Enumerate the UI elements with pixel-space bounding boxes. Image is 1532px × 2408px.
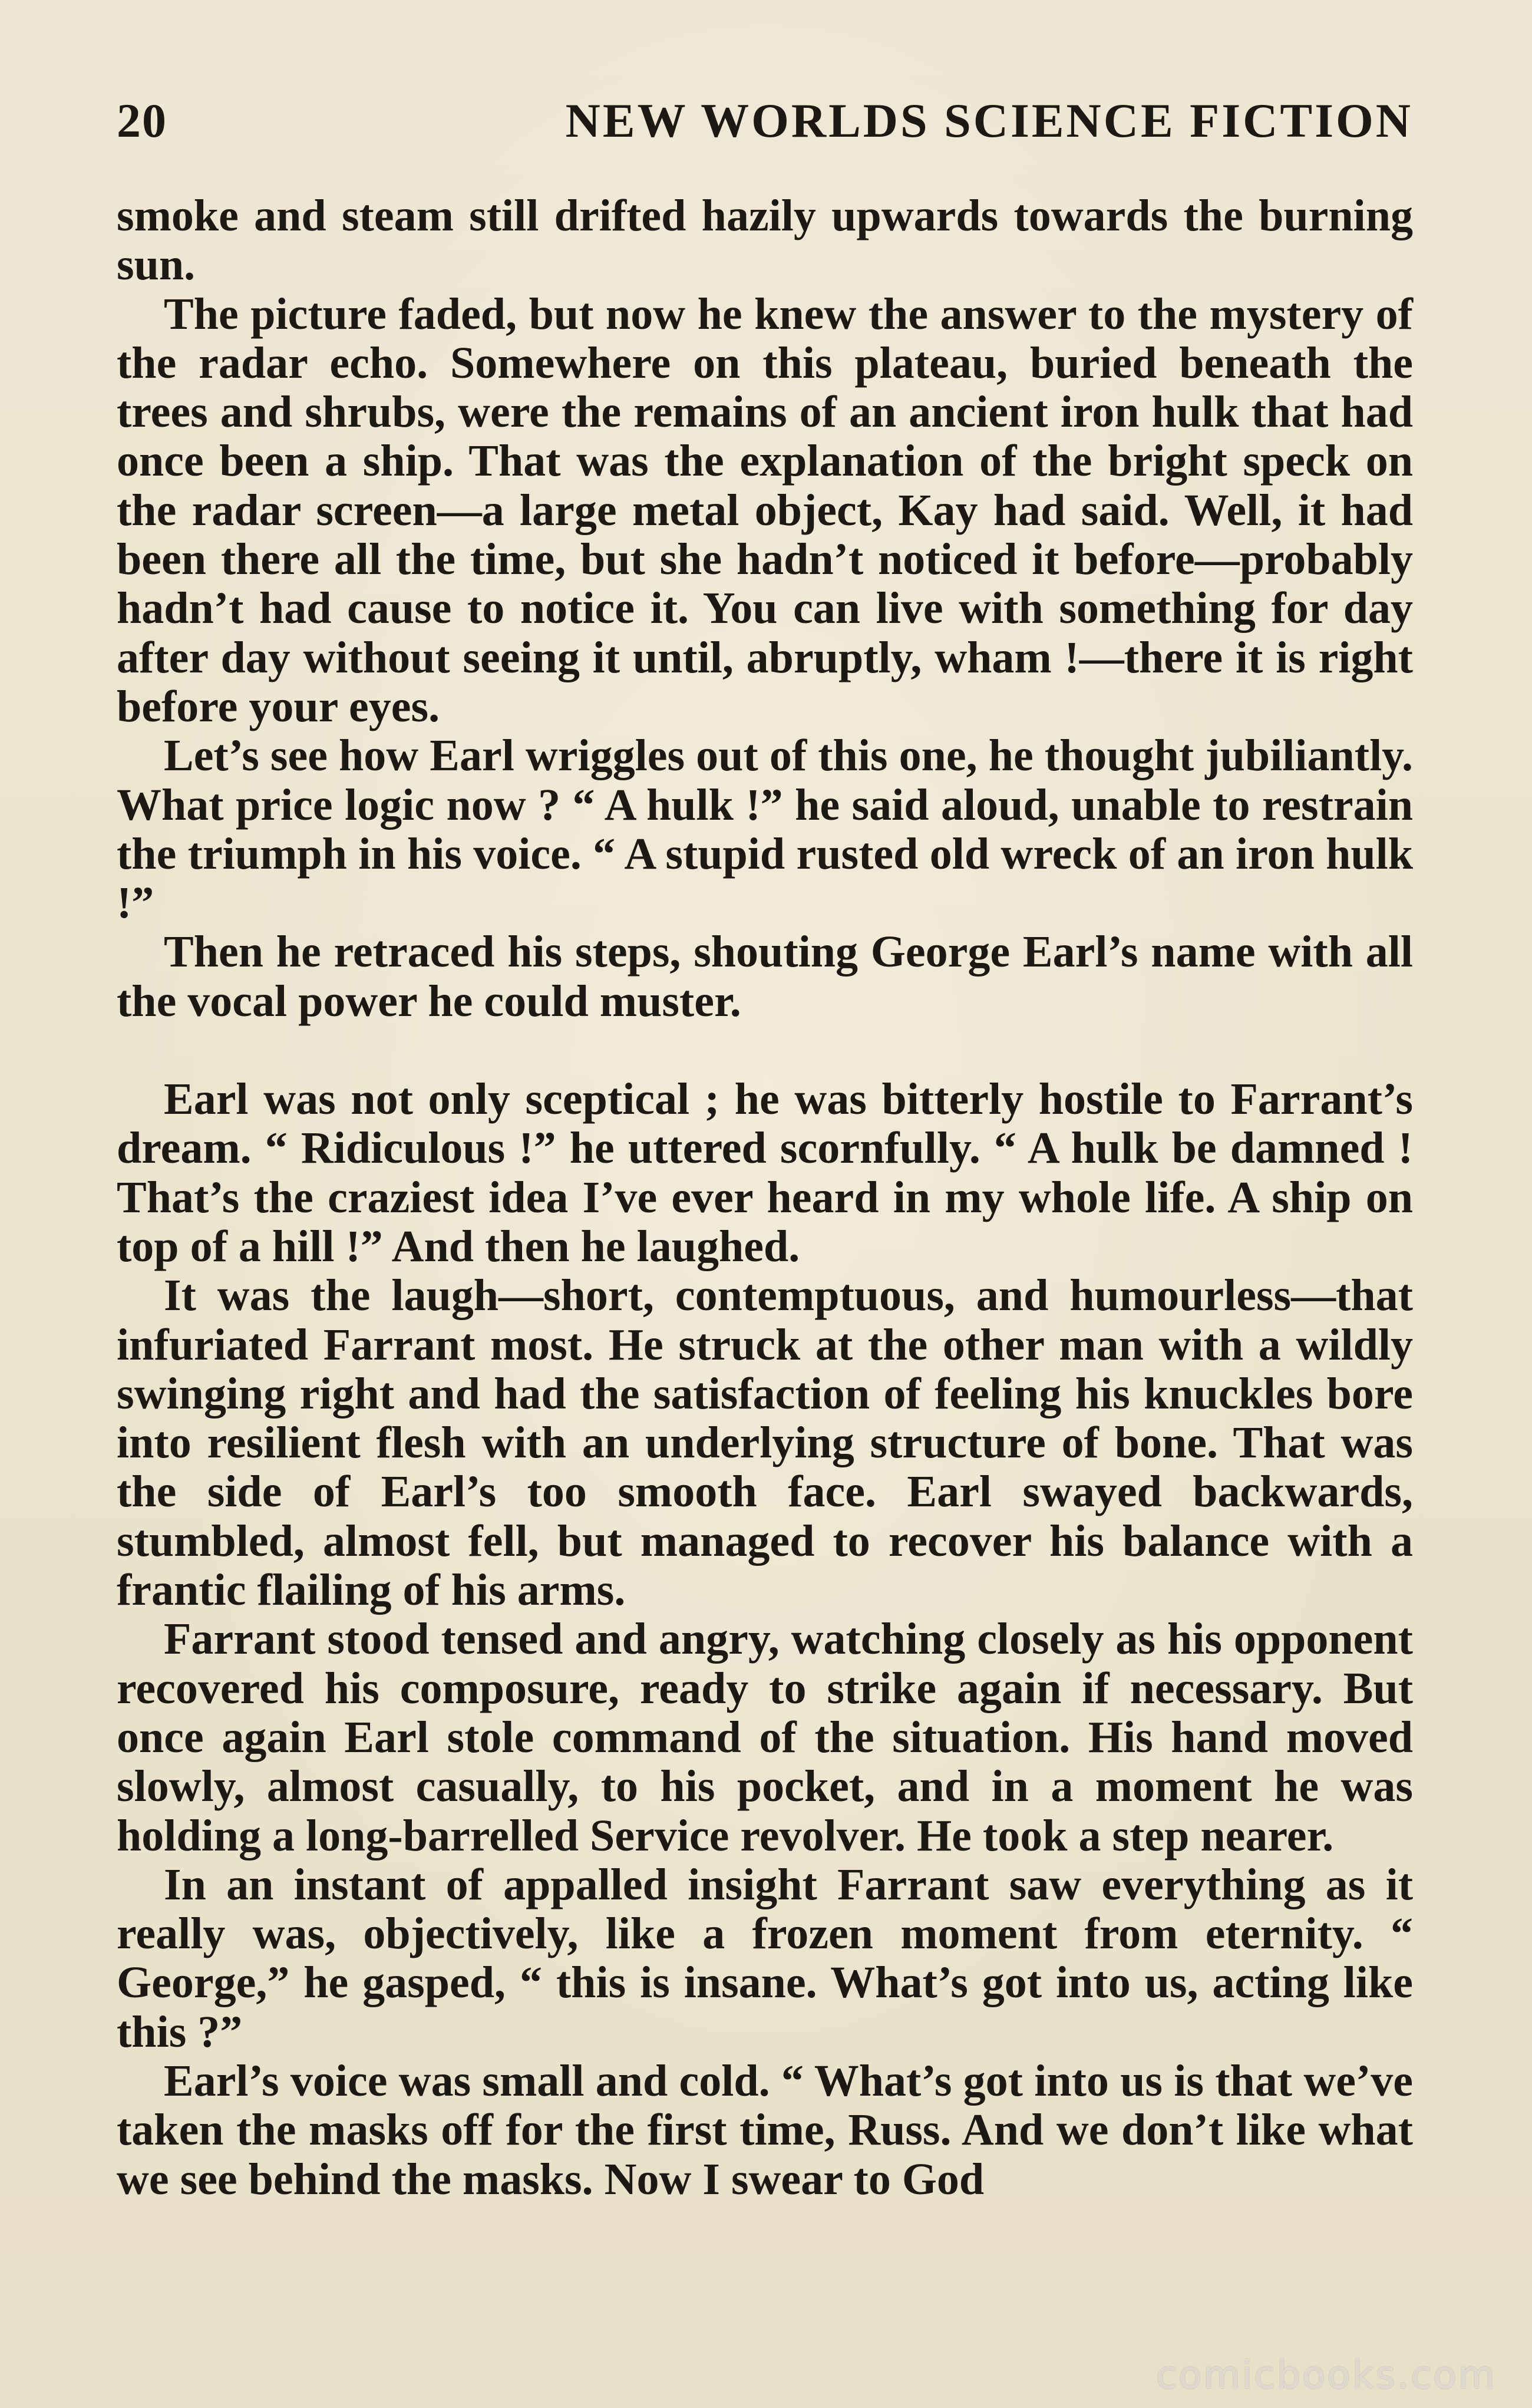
- paragraph: Farrant stood tensed and angry, watching closely as his opponent recovered his composure, ready to strike again if necessary. But once again Earl stole command of the situation. His hand moved slowly, almost casually, to his pocket, and in a moment he was holding a long-barrelled Service revolver. He took a step nearer.: [117, 1614, 1413, 1861]
- paragraph: Earl’s voice was small and cold. “ What’s got into us is that we’ve taken the masks off for the first time, Russ. And we don’t like what we see behind the masks. Now I swear to God: [117, 2056, 1413, 2204]
- paragraph: Let’s see how Earl wriggles out of this one, he thought jubiliantly. What price logic now ? “ A hulk !” he said aloud, unable to restrain the triumph in his voice. “ A stupid rusted old wreck of an iron hulk !”: [117, 731, 1413, 928]
- paragraph: smoke and steam still drifted hazily upwards towards the burning sun.: [117, 191, 1413, 290]
- paragraph: In an instant of appalled insight Farrant saw everything as it really was, objectively, like a frozen moment from eternity. “ George,” he gasped, “ this is insane. What’s got into us, acting like this ?”: [117, 1859, 1413, 2057]
- page-number: 20: [117, 94, 167, 147]
- paragraph: Then he retraced his steps, shouting George Earl’s name with all the vocal power he could muster.: [117, 927, 1413, 1026]
- body-text: [117, 192, 1413, 2204]
- paragraph: Earl was not only sceptical ; he was bitterly hostile to Farrant’s dream. “ Ridiculous !” he uttered scornfully. “ A hulk be damned ! That’s the craziest idea I’ve ever heard in my whole life. A ship on top of a hill !” And then he laughed.: [117, 1074, 1413, 1271]
- paragraph: It was the laugh—short, contemptuous, and humourless—that infuriated Farrant most. He struck at the other man with a wildly swinging right and had the satisfaction of feeling his knuckles bore into resilient flesh with an underlying structure of bone. That was the side of Earl’s too smooth face. Earl swayed backwards, stumbled, almost fell, but managed to recover his balance with a frantic flailing of his arms.: [117, 1271, 1413, 1615]
- paragraph: The picture faded, but now he knew the answer to the mystery of the radar echo. Somewhere on this plateau, buried beneath the trees and shrubs, were the remains of an ancient iron hulk that had once been a ship. That was the explanation of the bright speck on the radar screen—a large metal object, Kay had said. Well, it had been there all the time, but she hadn’t noticed it before—probably hadn’t had cause to notice it. You can live with something for day after day without seeing it until, abruptly, wham !—there it is right before your eyes.: [117, 289, 1413, 731]
- page-header: [117, 88, 1413, 153]
- watermark: comicbooks.com: [1155, 2354, 1497, 2397]
- running-head: NEW WORLDS SCIENCE FICTION: [565, 94, 1413, 147]
